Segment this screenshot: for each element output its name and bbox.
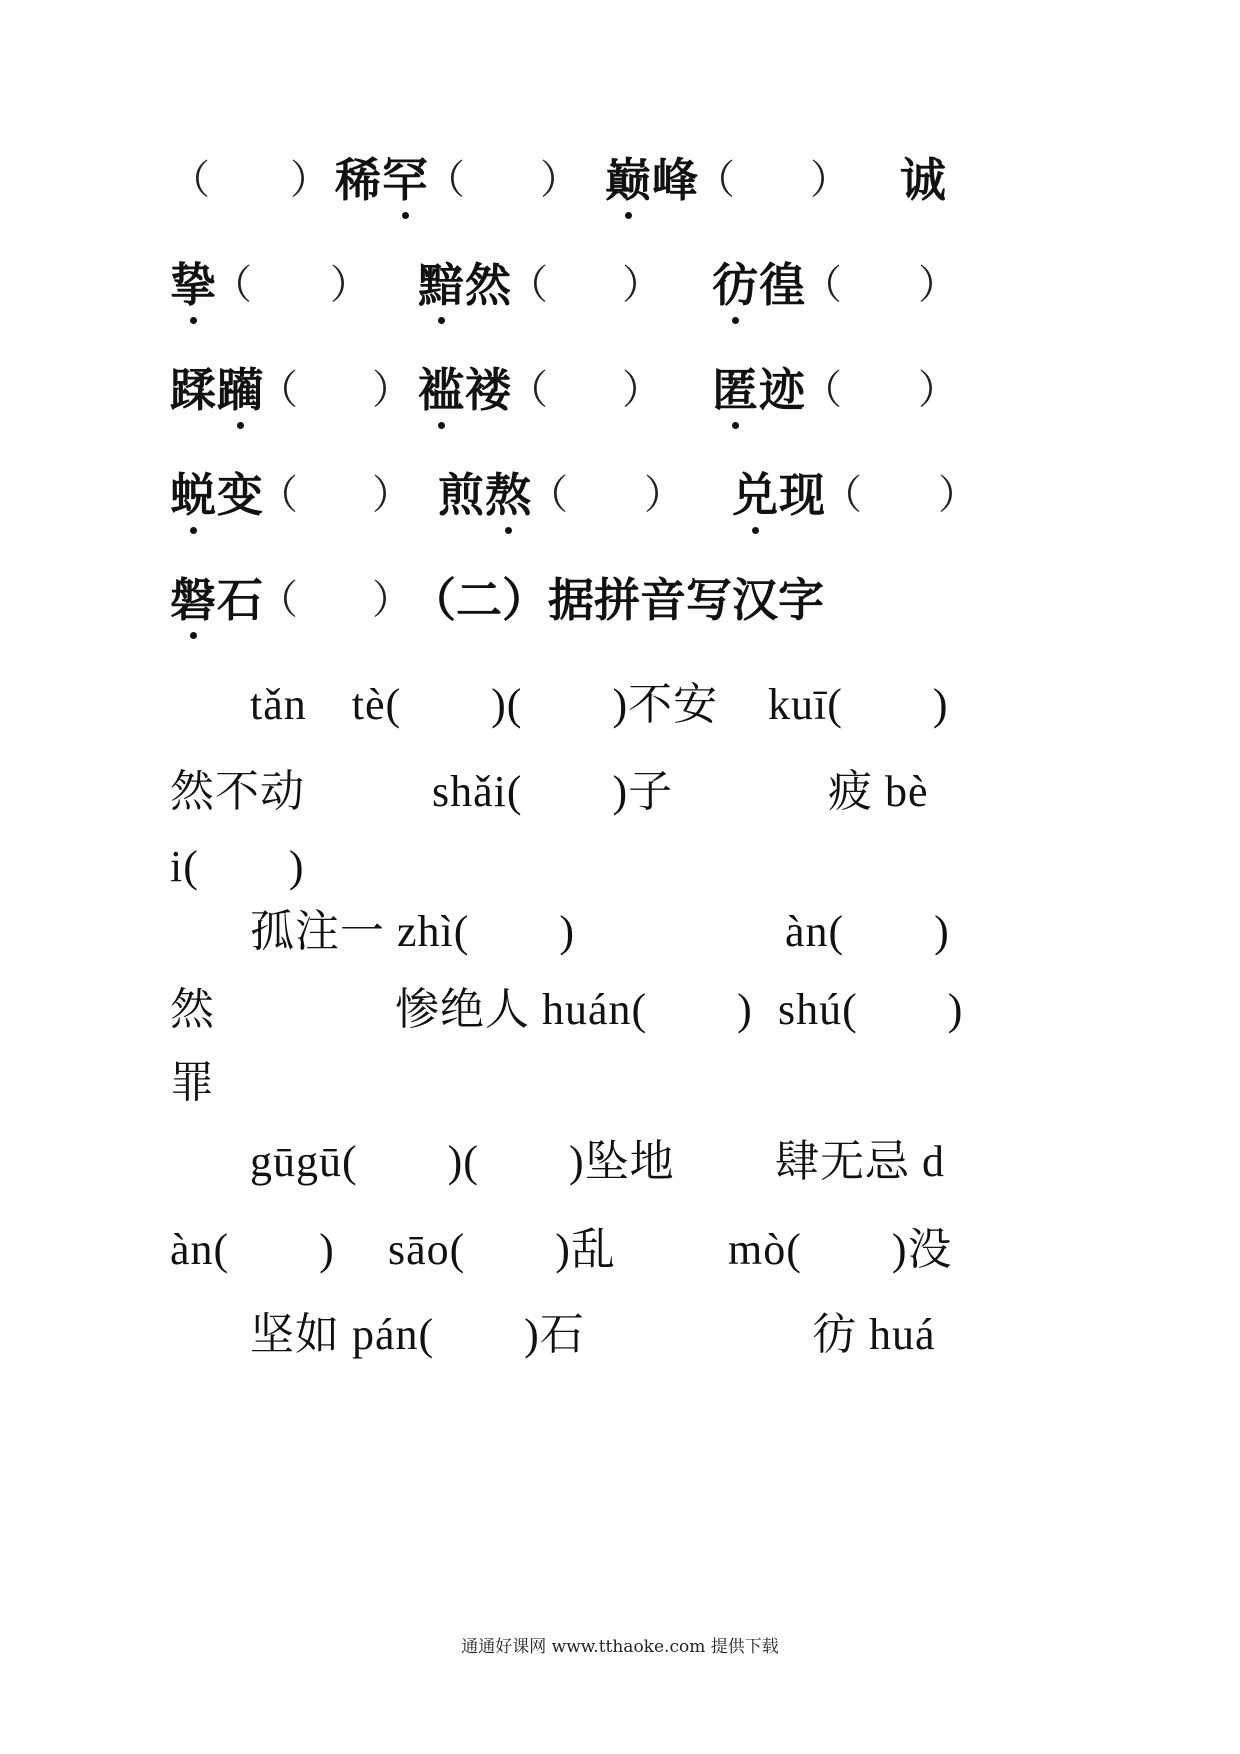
blank-paren: （: [508, 367, 548, 413]
blank-paren: （: [822, 472, 862, 518]
pinyin-text: shǎi( )子: [432, 767, 674, 816]
pinyin-text: 疲 bè: [828, 767, 929, 816]
pinyin-text: tǎn tè( )( )不安: [250, 680, 719, 729]
blank-paren: ）: [372, 472, 412, 518]
pinyin-line-7: [0, 1117, 1240, 1207]
blank-paren: （: [802, 367, 842, 413]
pinyin-line-1: [0, 660, 1240, 750]
pinyin-text: 孤注一 zhì( ): [250, 907, 576, 956]
blank-paren: （: [802, 262, 842, 308]
word-duixian: 兑现: [732, 450, 826, 540]
pinyin-line-9: [0, 1290, 1240, 1380]
word-niji: 匿迹: [712, 345, 806, 435]
blank-paren: ）: [918, 262, 958, 308]
pinyin-text: kuī( ): [768, 680, 949, 729]
pinyin-text: àn( ): [170, 1225, 335, 1274]
blank-paren: （: [170, 157, 210, 203]
pinyin-text: mò( )没: [728, 1225, 953, 1274]
word-tuibian: 蜕变: [170, 450, 264, 540]
blank-paren: ）: [372, 367, 412, 413]
blank-paren: （: [258, 472, 298, 518]
blank-paren: ）: [622, 367, 662, 413]
blank-paren: （: [425, 157, 465, 203]
section-two-heading: （二）据拼音写汉字: [410, 573, 824, 627]
word-lanlv: 褴褛: [418, 345, 512, 435]
word-panghuang: 彷徨: [712, 240, 806, 330]
word-panshi: 磐石: [170, 555, 264, 645]
pinyin-text: 坚如 pán( )石: [250, 1310, 585, 1359]
pinyin-text: sāo( )乱: [388, 1225, 616, 1274]
row-2: [0, 240, 1240, 330]
blank-paren: ）: [372, 577, 412, 623]
word-roulin: 蹂躏: [170, 345, 264, 435]
blank-paren: ）: [330, 262, 370, 308]
blank-paren: ）: [540, 157, 580, 203]
pinyin-text: shú( ): [778, 985, 964, 1034]
row-1: [0, 135, 1240, 225]
pinyin-text: 惨绝人 huán( ): [395, 985, 753, 1034]
word-xihan: 稀罕: [335, 135, 429, 225]
word-anran: 黯然: [418, 240, 512, 330]
pinyin-line-6: [0, 1038, 1240, 1128]
blank-paren: ）: [290, 157, 330, 203]
pinyin-text: i( ): [170, 842, 305, 891]
pinyin-text: gūgū( )( )坠地: [250, 1137, 675, 1186]
pinyin-text: 肆无忌 d: [775, 1137, 945, 1186]
blank-paren: （: [258, 367, 298, 413]
pinyin-text: 罪: [170, 1058, 215, 1107]
blank-paren: ）: [644, 472, 684, 518]
blank-paren: （: [212, 262, 252, 308]
pinyin-line-4: [0, 887, 1240, 977]
blank-paren: （: [528, 472, 568, 518]
blank-paren: ）: [918, 367, 958, 413]
blank-paren: （: [695, 157, 735, 203]
pinyin-line-8: [0, 1205, 1240, 1295]
blank-paren: （: [508, 262, 548, 308]
pinyin-text: àn( ): [785, 907, 950, 956]
row-5: [0, 555, 1240, 645]
row-3: [0, 345, 1240, 435]
blank-paren: ）: [938, 472, 978, 518]
blank-paren: ）: [810, 157, 850, 203]
pinyin-text: 彷 huá: [812, 1310, 936, 1359]
page-footer: 通通好课网 www.tthaoke.com 提供下载: [461, 1637, 779, 1657]
blank-paren: （: [258, 577, 298, 623]
pinyin-text: 然: [170, 985, 215, 1034]
word-jianao: 煎熬: [438, 450, 532, 540]
pinyin-text: 然不动: [170, 767, 305, 816]
word-zhi: 挚: [170, 240, 217, 330]
blank-paren: ）: [622, 262, 662, 308]
word-cheng: 诚: [900, 153, 947, 207]
word-dianfeng: 巅峰: [605, 135, 699, 225]
row-4: [0, 450, 1240, 540]
